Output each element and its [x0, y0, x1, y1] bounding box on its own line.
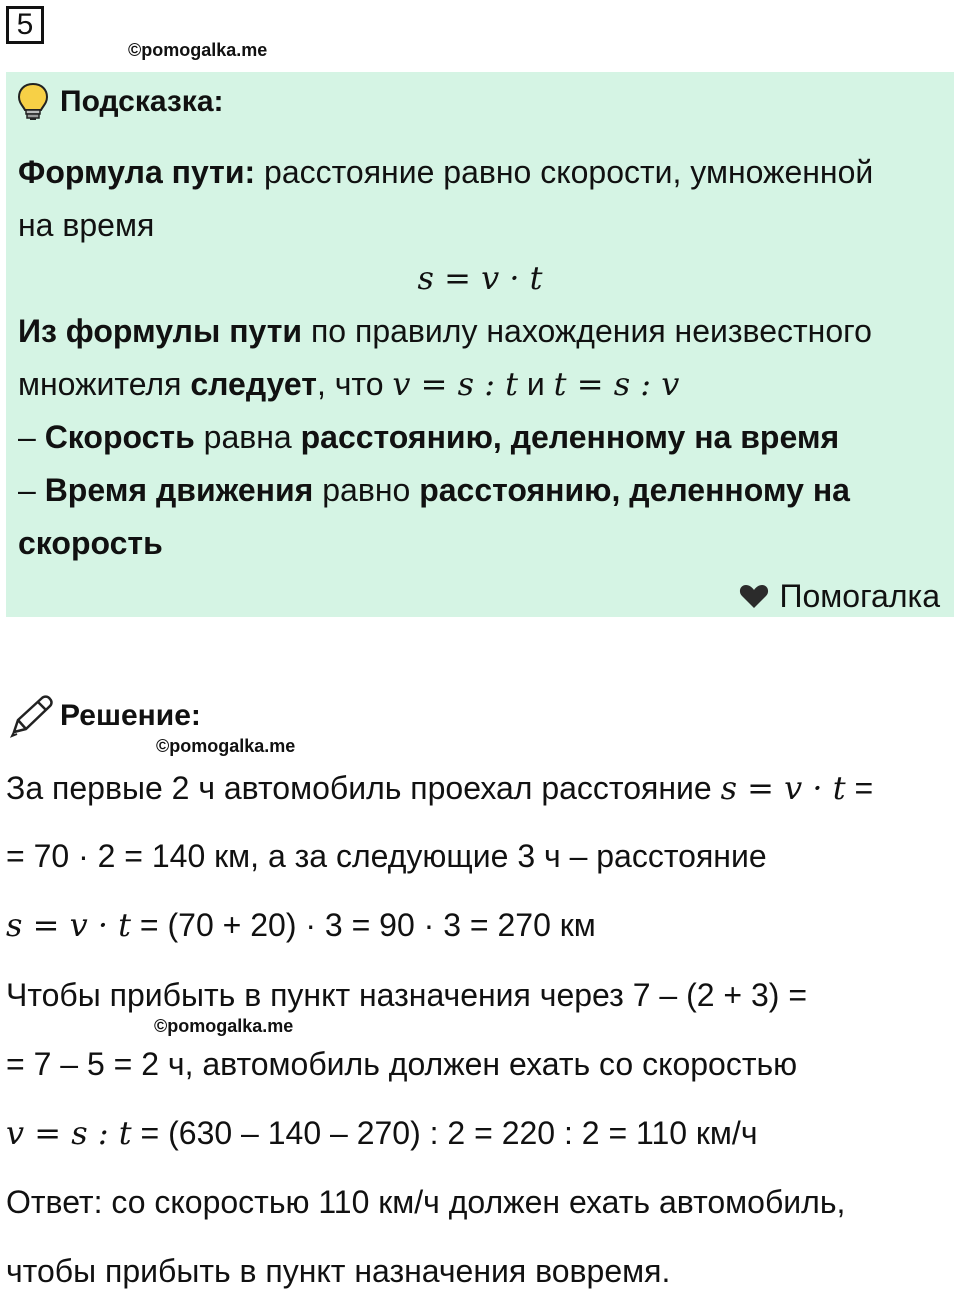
- watermark-2: ©pomogalka.me: [156, 736, 296, 756]
- hint-line-3: [18, 311, 872, 351]
- pencil-icon: [8, 694, 54, 738]
- solution-line-7-text: Ответ: со скоростью 110 км/ч должен ехать автомобиль,: [6, 1184, 846, 1220]
- hint-line-6-bold-2: расстоянию, деленному на: [419, 472, 850, 508]
- heart-icon: [739, 583, 769, 609]
- hint-line-2: [18, 205, 154, 245]
- hint-line-6-dash: –: [18, 472, 45, 508]
- watermark: ©pomogalka.me: [128, 40, 268, 60]
- solution-line-1: [6, 768, 873, 808]
- hint-line-4-bold: следует: [190, 366, 317, 402]
- hint-line-5-dash: –: [18, 419, 45, 455]
- hint-line-4-text-b: , что: [316, 366, 393, 402]
- solution-title: [8, 694, 201, 738]
- hint-line-4-and: и: [518, 366, 554, 402]
- hint-line-7-bold: скорость: [18, 525, 163, 561]
- hint-line-2-text: на время: [18, 207, 155, 243]
- solution-line-6: [6, 1113, 757, 1153]
- hint-line-6-bold-1: Время движения: [44, 472, 314, 508]
- solution-line-1-formula: s = v · t: [720, 769, 846, 807]
- hint-line-4-formula-2: t = s : v: [553, 365, 680, 403]
- hint-title-text: Подсказка:: [60, 85, 224, 118]
- solution-line-1-end: =: [845, 770, 874, 806]
- hint-line-4: [18, 364, 679, 404]
- solution-line-3-text: = (70 + 20) · 3 = 90 · 3 = 270 км: [131, 907, 596, 943]
- hint-formula-text: s = v · t: [417, 259, 543, 297]
- solution-line-8: [6, 1251, 670, 1291]
- solution-line-8-text: чтобы прибыть в пункт назначения вовремя.: [6, 1253, 671, 1289]
- solution-line-3: [6, 905, 596, 945]
- solution-line-2: [6, 836, 767, 876]
- hint-line-6-text: равно: [313, 472, 420, 508]
- solution-line-4-text: Чтобы прибыть в пункт назначения через 7 – (2 + 3) =: [6, 977, 808, 1013]
- solution-line-6-formula: v = s : t: [6, 1114, 132, 1152]
- hint-line-4-text-a: множителя: [18, 366, 191, 402]
- hint-line-3-text: по правилу нахождения неизвестного: [302, 313, 872, 349]
- solution-line-4: [6, 975, 807, 1015]
- hint-line-5: [18, 417, 839, 457]
- task-number: 5: [6, 6, 44, 44]
- solution-line-3-formula: s = v · t: [6, 906, 132, 944]
- hint-formula: [0, 258, 960, 298]
- signature-text: Помогалка: [779, 578, 940, 614]
- hint-line-5-bold-2: расстоянию, деленному на время: [300, 419, 840, 455]
- hint-line-5-bold-1: Скорость: [44, 419, 195, 455]
- solution-line-7: [6, 1182, 845, 1222]
- solution-title-text: Решение:: [60, 699, 201, 732]
- solution-line-5: [6, 1044, 797, 1084]
- solution-line-1-text: За первые 2 ч автомобиль проехал расстояние: [6, 770, 721, 806]
- hint-line-7: [18, 523, 163, 563]
- hint-line-3-bold: Из формулы пути: [18, 313, 303, 349]
- hint-line-4-formula-1: v = s : t: [392, 365, 519, 403]
- signature: [739, 576, 940, 616]
- hint-line-1: [18, 152, 873, 192]
- hint-line-6: [18, 470, 850, 510]
- hint-line-1-bold: Формула пути:: [18, 154, 256, 190]
- solution-line-6-text: = (630 – 140 – 270) : 2 = 220 : 2 = 110 км/ч: [131, 1115, 758, 1151]
- solution-line-5-text: = 7 – 5 = 2 ч, автомобиль должен ехать со скоростью: [6, 1046, 798, 1082]
- hint-line-5-text: равна: [194, 419, 301, 455]
- lightbulb-icon: [16, 82, 50, 122]
- hint-line-1-text: расстояние равно скорости, умноженной: [255, 154, 874, 190]
- hint-title: [16, 80, 224, 124]
- watermark-3: ©pomogalka.me: [154, 1016, 294, 1036]
- solution-line-2-text: = 70 · 2 = 140 км, а за следующие 3 ч – расстояние: [6, 838, 767, 874]
